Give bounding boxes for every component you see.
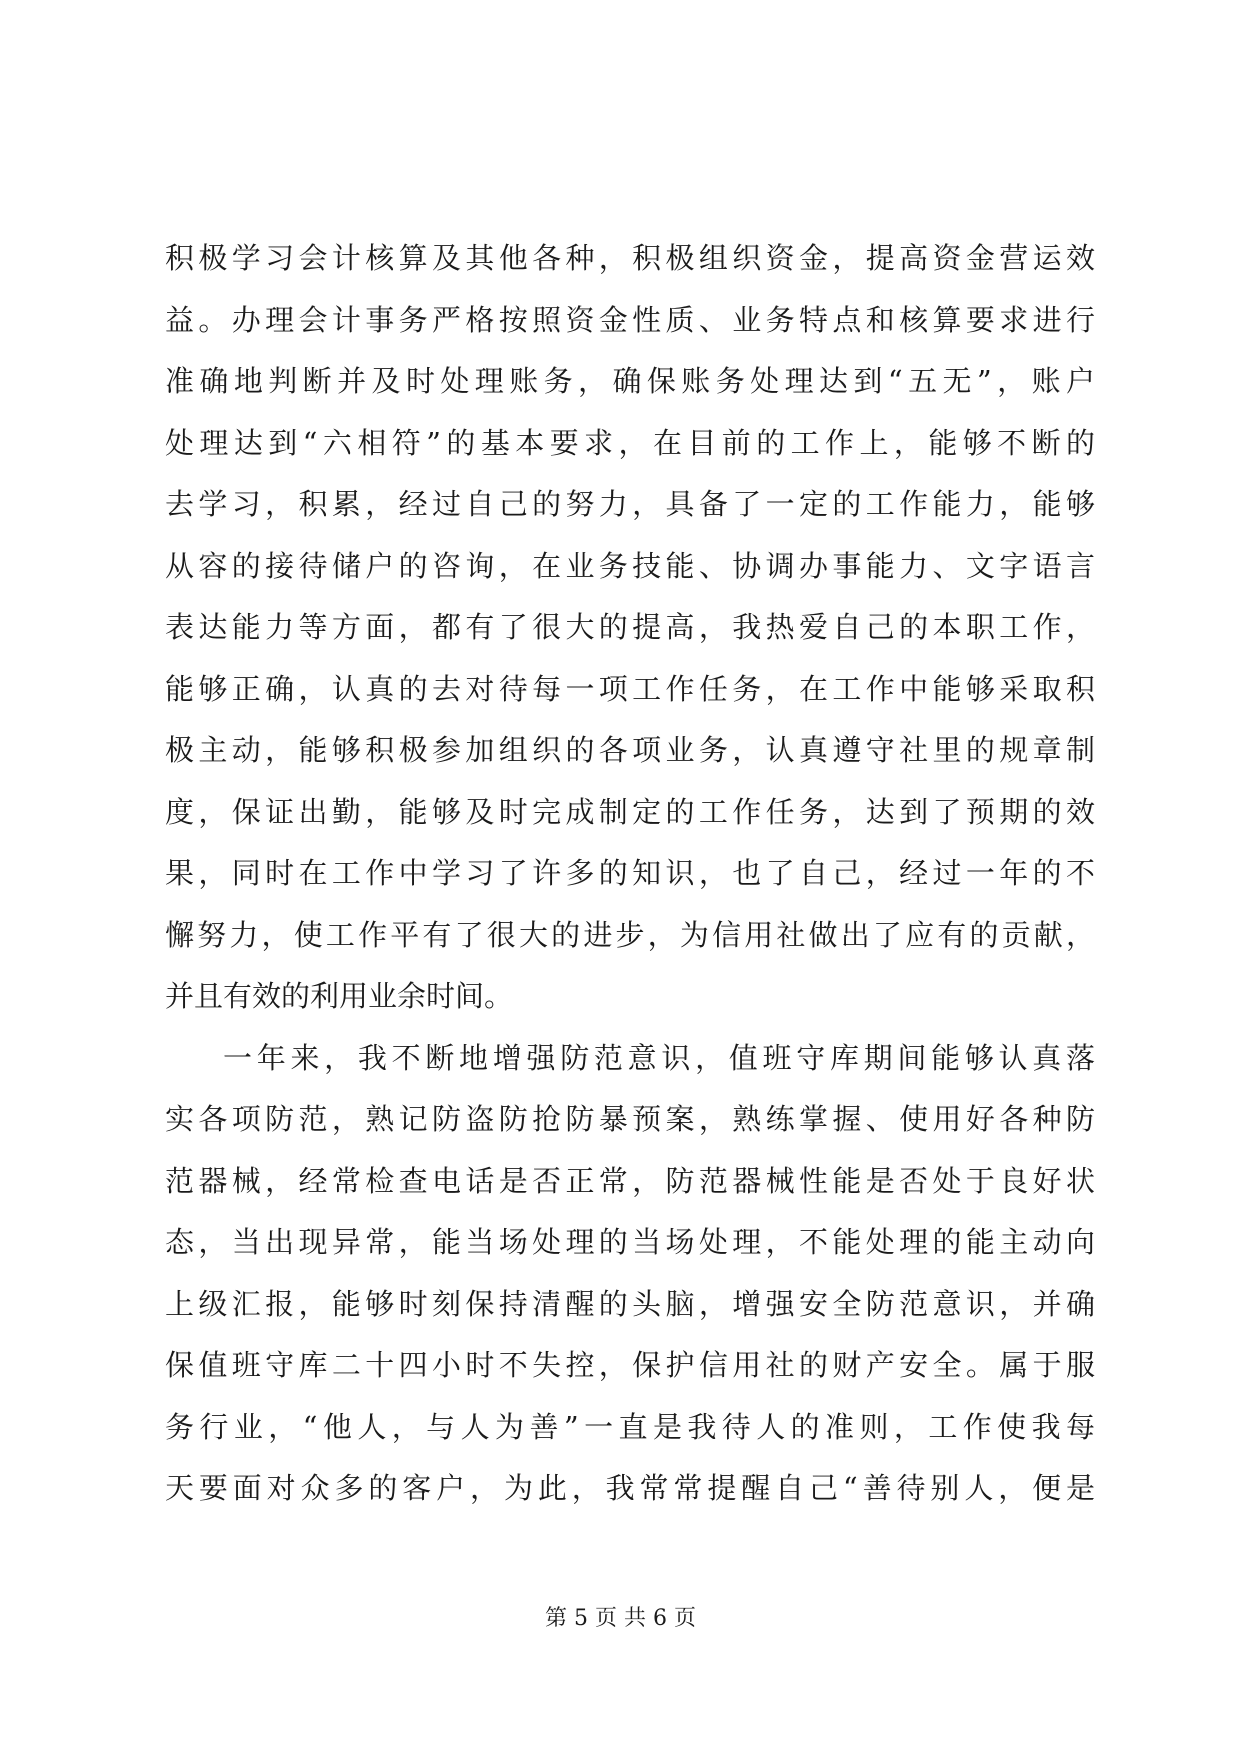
page-number-footer: 第 5 页 共 6 页	[545, 1606, 696, 1631]
text-line: 积极学习会计核算及其他各种，积极组织资金，提高资金营运效	[165, 241, 1095, 275]
text-line: 表达能力等方面，都有了很大的提高，我热爱自己的本职工作，	[165, 610, 1095, 644]
text-line: 极主动，能够积极参加组织的各项业务，认真遵守社里的规章制	[165, 733, 1095, 767]
text-line: 上级汇报，能够时刻保持清醒的头脑，增强安全防范意识，并确	[165, 1286, 1095, 1321]
text-line: 准确地判断并及时处理账务，确保账务处理达到“五无”，账户	[165, 364, 1095, 398]
text-line: 并且有效的利用业余时间。	[165, 979, 514, 1013]
document-body	[165, 228, 1095, 1520]
text-line: 范器械，经常检查电话是否正常，防范器械性能是否处于良好状	[165, 1163, 1095, 1198]
paragraph-first-line: 一年来，我不断地增强防范意识，值班守库期间能够认真落	[223, 1040, 1095, 1075]
text-line: 去学习，积累，经过自己的努力，具备了一定的工作能力，能够	[165, 487, 1095, 521]
text-line: 务行业，“他人，与人为善”一直是我待人的准则，工作使我每	[165, 1409, 1095, 1444]
text-line: 态，当出现异常，能当场处理的当场处理，不能处理的能主动向	[165, 1225, 1095, 1259]
text-line: 从容的接待储户的咨询，在业务技能、协调办事能力、文字语言	[165, 548, 1095, 583]
text-line: 实各项防范，熟记防盗防抢防暴预案，熟练掌握、使用好各种防	[165, 1102, 1095, 1136]
text-line: 果，同时在工作中学习了许多的知识，也了自己，经过一年的不	[165, 856, 1095, 890]
text-line: 度，保证出勤，能够及时完成制定的工作任务，达到了预期的效	[165, 794, 1095, 829]
text-line: 能够正确，认真的去对待每一项工作任务，在工作中能够采取积	[165, 671, 1095, 706]
text-line: 益。办理会计事务严格按照资金性质、业务特点和核算要求进行	[165, 302, 1095, 337]
text-line: 懈努力，使工作平有了很大的进步，为信用社做出了应有的贡献，	[165, 917, 1095, 952]
text-line: 天要面对众多的客户，为此，我常常提醒自己“善待别人，便是	[165, 1471, 1095, 1505]
text-line: 处理达到“六相符”的基本要求，在目前的工作上，能够不断的	[165, 425, 1095, 460]
text-line: 保值班守库二十四小时不失控，保护信用社的财产安全。属于服	[165, 1348, 1095, 1382]
